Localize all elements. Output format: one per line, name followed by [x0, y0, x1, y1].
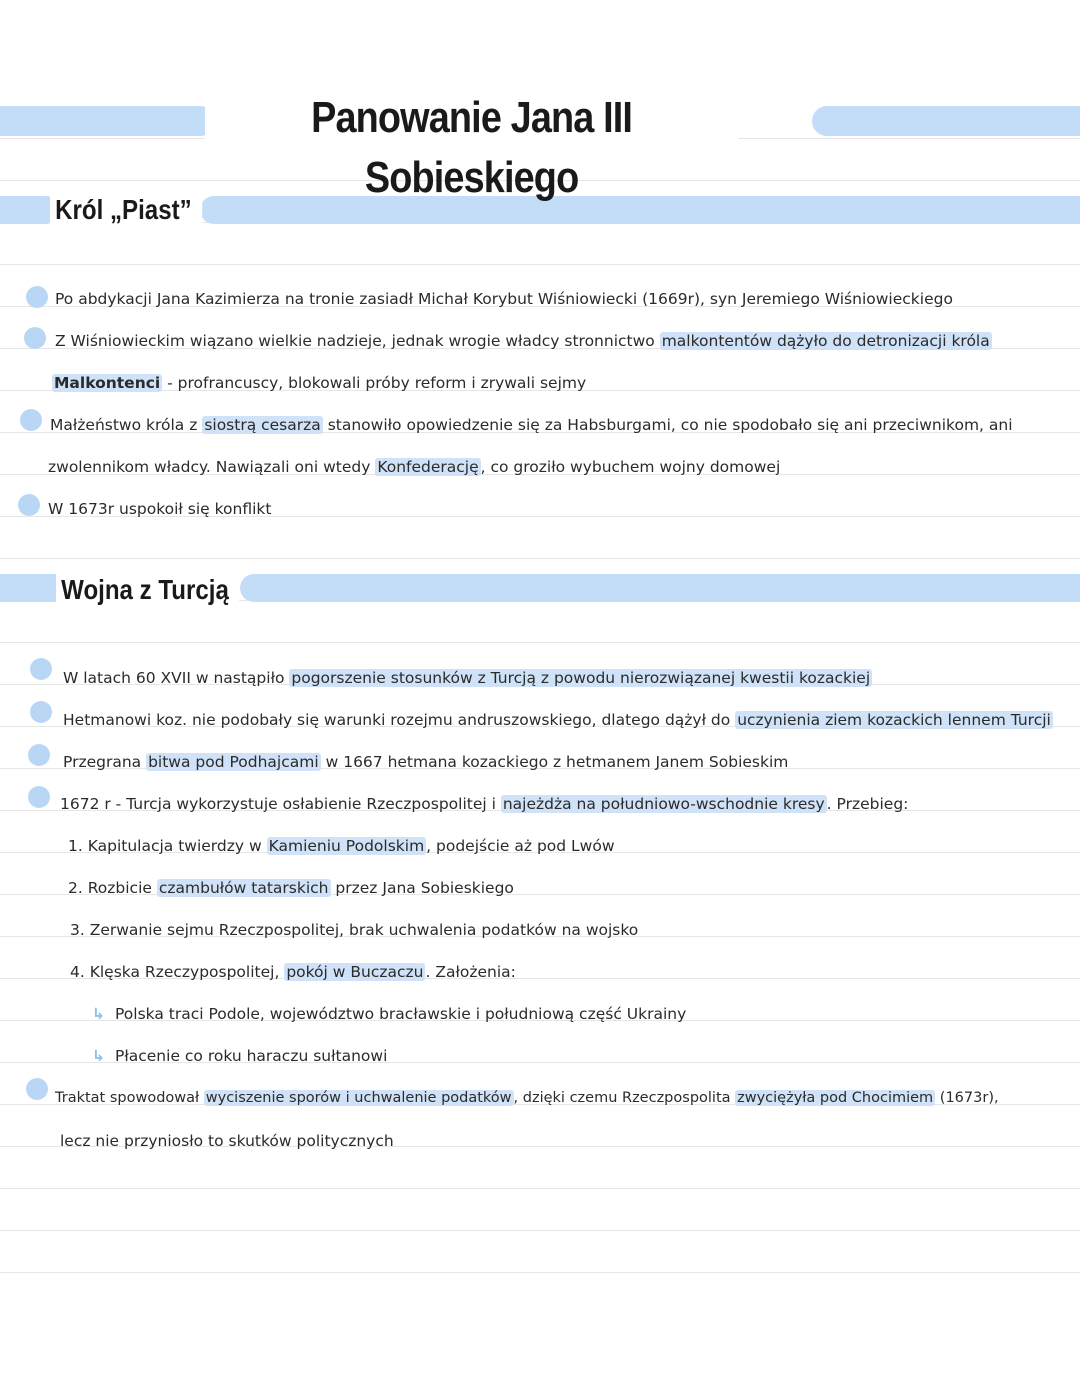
text: Małżeństwo króla z	[50, 416, 203, 434]
text: , podejście aż pod Lwów	[426, 837, 615, 855]
section-heading-krol-piast: Król „Piast”	[50, 190, 202, 230]
arrow-right-icon: ↳	[92, 1005, 105, 1023]
highlight: pogorszenie stosunków z Turcją z powodu nierozwiązanej kwestii kozackiej	[291, 669, 871, 687]
text: . Założenia:	[425, 963, 516, 981]
text: , dzięki czemu Rzeczpospolita	[513, 1090, 736, 1106]
page-title: Panowanie Jana III Sobieskiego	[205, 88, 738, 148]
numbered-item	[68, 835, 615, 857]
text-line	[60, 793, 908, 815]
highlight: wyciszenie sporów i uchwalenie podatków	[205, 1090, 512, 1106]
bullet-dot	[24, 327, 46, 349]
text: 1672 r - Turcja wykorzystuje osłabienie Rzeczpospolitej i	[60, 795, 501, 813]
highlight: uczynienia ziem kozackich lennem Turcji	[737, 711, 1051, 729]
section-heading-wojna-z-turcja: Wojna z Turcją	[56, 570, 239, 610]
highlight: Konfederację	[377, 458, 479, 476]
text: 2. Rozbicie	[68, 879, 157, 897]
bullet-dot	[20, 409, 42, 431]
highlight: najeżdża na południowo-wschodnie kresy	[502, 795, 825, 813]
bullet-dot	[28, 744, 50, 766]
text-line	[55, 1087, 999, 1109]
text: Po abdykacji Jana Kazimierza na tronie zasiadł Michał Korybut Wiśniowiecki (1669r), syn Jeremiego Wiśniowieckiego	[55, 290, 953, 308]
text-line	[55, 288, 953, 310]
highlight: malkontentów dążyło do detronizacji króla	[661, 332, 990, 350]
section-bar-right	[240, 574, 1080, 602]
text-line	[63, 667, 872, 689]
text: przez Jana Sobieskiego	[330, 879, 514, 897]
bullet-dot	[30, 701, 52, 723]
text: - profrancuscy, blokowali próby reform i zrywali sejmy	[162, 374, 587, 392]
text: 3. Zerwanie sejmu Rzeczpospolitej, brak uchwalenia podatków na wojsko	[70, 921, 639, 939]
text-line	[48, 456, 780, 478]
bullet-dot	[26, 1078, 48, 1100]
numbered-item	[70, 919, 638, 941]
text: Przegrana	[63, 753, 147, 771]
text: . Przebieg:	[826, 795, 909, 813]
text: Polska traci Podole, województwo bracławskie i południową część Ukrainy	[115, 1005, 687, 1023]
text: 1. Kapitulacja twierdzy w	[68, 837, 267, 855]
text-line	[55, 330, 992, 352]
text: W latach 60 XVII w nastąpiło	[63, 669, 290, 687]
text: Z Wiśniowieckim wiązano wielkie nadzieje, jednak wrogie władcy stronnictwo	[55, 332, 660, 350]
highlight: bitwa pod Podhajcami	[148, 753, 319, 771]
sub-item	[92, 1045, 387, 1067]
text: 4. Klęska Rzeczypospolitej,	[70, 963, 285, 981]
text: zwolennikom władcy. Nawiązali oni wtedy	[48, 458, 376, 476]
bullet-dot	[26, 286, 48, 308]
highlight: Malkontenci	[54, 374, 161, 392]
text-line	[63, 751, 788, 773]
section-bar-right	[200, 196, 1080, 224]
text-line	[52, 372, 586, 394]
text-line	[50, 414, 1013, 436]
text: w 1667 hetmana kozackiego z hetmanem Janem Sobieskim	[320, 753, 789, 771]
highlight: siostrą cesarza	[204, 416, 321, 434]
arrow-right-icon: ↳	[92, 1047, 105, 1065]
title-bar-left	[0, 106, 215, 136]
bullet-dot	[18, 494, 40, 516]
numbered-item	[68, 877, 514, 899]
text: W 1673r uspokoił się konflikt	[48, 500, 272, 518]
text: Hetmanowi koz. nie podobały się warunki rozejmu andruszowskiego, dlatego dążył do	[63, 711, 736, 729]
bullet-dot	[30, 658, 52, 680]
title-bar-right	[812, 106, 1080, 136]
highlight: zwyciężyła pod Chocimiem	[737, 1090, 934, 1106]
text: stanowiło opowiedzenie się za Habsburgami, co nie spodobało się ani przeciwnikom, ani	[322, 416, 1013, 434]
highlight: czambułów tatarskich	[158, 879, 329, 897]
bullet-dot	[28, 786, 50, 808]
numbered-item	[70, 961, 516, 983]
sub-item	[92, 1003, 686, 1025]
text-line	[63, 709, 1053, 731]
text-line	[60, 1130, 394, 1152]
text: , co groziło wybuchem wojny domowej	[480, 458, 781, 476]
text: (1673r),	[935, 1090, 999, 1106]
text: Płacenie co roku haraczu sułtanowi	[115, 1047, 388, 1065]
text-line	[48, 498, 271, 520]
highlight: pokój w Buczaczu	[286, 963, 424, 981]
text: lecz nie przyniosło to skutków politycznych	[60, 1132, 394, 1150]
highlight: Kamieniu Podolskim	[268, 837, 425, 855]
text: Traktat spowodował	[55, 1090, 204, 1106]
